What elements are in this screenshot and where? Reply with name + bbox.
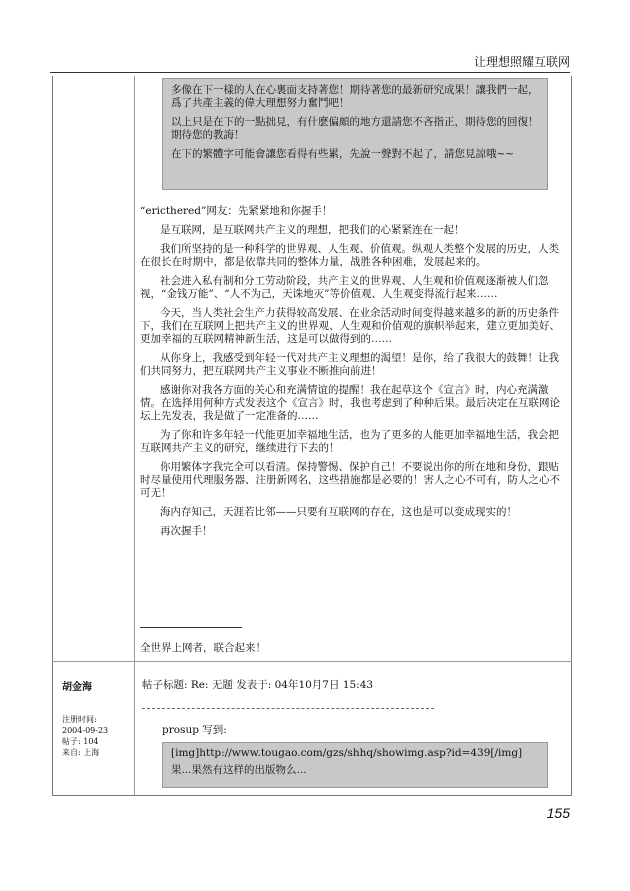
quote-paragraph: 多像在下一樣的人在心裏面支持著您！期待著您的最新研究成果！讓我們一起，爲了共產主義的偉大理想努力奮鬥吧！ [171,84,539,109]
quote-line: 果...果然有这样的出版物么... [171,764,307,776]
meta-line: 帖子: 104 [62,737,99,746]
signature: 全世界上网者，联合起来！ [140,642,266,654]
meta-line: 注册时间: [62,715,97,724]
column-separator [134,76,135,795]
author-meta [62,714,108,758]
running-header: 让理想照耀互联网 [473,55,570,69]
reply-paragraph: 为了你和许多年轻一代能更加幸福地生活，也为了更多的人能更加幸福地生活，我会把互联网共产主义的研究，继续进行下去的！ [140,429,559,454]
reply-paragraph: 你用繁体字我完全可以看清。保持警惕、保护自己！不要说出你的所在地和身份，跟贴时尽量使用代理服务器、注册新网名，这些措施都是必要的！害人之心不可有，防人之心不可无！ [140,461,560,499]
reply-paragraph: 社会进入私有制和分工劳动阶段，共产主义的世界观、人生观和价值观逐渐被人们忽视，“金钱万能”、“人不为己，天诛地灭”等价值观、人生观变得流行起来…… [140,275,549,300]
meta-line: 来自: 上海 [62,748,100,757]
post-author[interactable]: 胡金海 [62,682,92,693]
post-divider [142,708,434,709]
quote-paragraph: 在下的繁體字可能會讓您看得有些累，先說一聲對不起了，請您見諒哦~~ [171,148,515,160]
reply-paragraph: 再次握手！ [160,525,213,537]
reply-greeting: “ericthered”网友：先紧紧地和你握手！ [140,205,333,217]
row-separator [52,661,572,662]
reply-paragraph: 感谢你对我各方面的关心和充满情谊的提醒！我在起草这个《宣言》时，内心充满激情。在选择用何种方式发表这个《宣言》时，我也考虑到了种种后果。最后决定在互联网论坛上先发表，我是做了一定准备的…… [140,384,560,422]
reply-body [140,205,565,544]
post-title: 帖子标题: Re: 无题 发表于: 04年10月7日 15:43 [142,679,374,691]
reply-paragraph: 我们所坚持的是一种科学的世界观、人生观、价值观。纵观人类整个发展的历史，人类在很长在时期中，都是依靠共同的整体力量，战胜各种困难，发展起来的。 [140,243,559,268]
reply-paragraph: 今天，当人类社会生产力获得较高发展、在业余活动时间变得越来越多的新的历史条件下，我们在互联网上把共产主义的世界观、人生观和价值观的旗帜举起来，建立更加美好、更加幸福的互联网精神新生活，这是可以做得到的…… [140,307,560,345]
page-number: 155 [546,805,570,821]
quote-attribution: prosup 写到: [162,724,227,736]
reply-paragraph: 是互联网，是互联网共产主义的理想，把我们的心紧紧连在一起！ [160,224,465,236]
header-rule [50,72,570,73]
quote-line: [img]http://www.tougao.com/gzs/shhq/showimg.asp?id=439[/img] [171,747,523,759]
signature-rule [140,627,242,628]
reply-paragraph: 海内存知己，天涯若比邻——只要有互联网的存在，这也是可以变成现实的！ [160,506,517,518]
quoted-message [162,78,548,190]
reply-paragraph: 从你身上，我感受到年轻一代对共产主义理想的渴望！是你，给了我很大的鼓舞！让我们共同努力，把互联网共产主义事业不断推向前进！ [140,352,559,377]
quote-paragraph: 以上只是在下的一點拙見，有什麽偏頗的地方還請您不吝指正，期待您的回復！期待您的教誨！ [171,116,539,141]
quoted-message-2 [162,742,548,788]
meta-line: 2004-09-23 [62,726,109,735]
